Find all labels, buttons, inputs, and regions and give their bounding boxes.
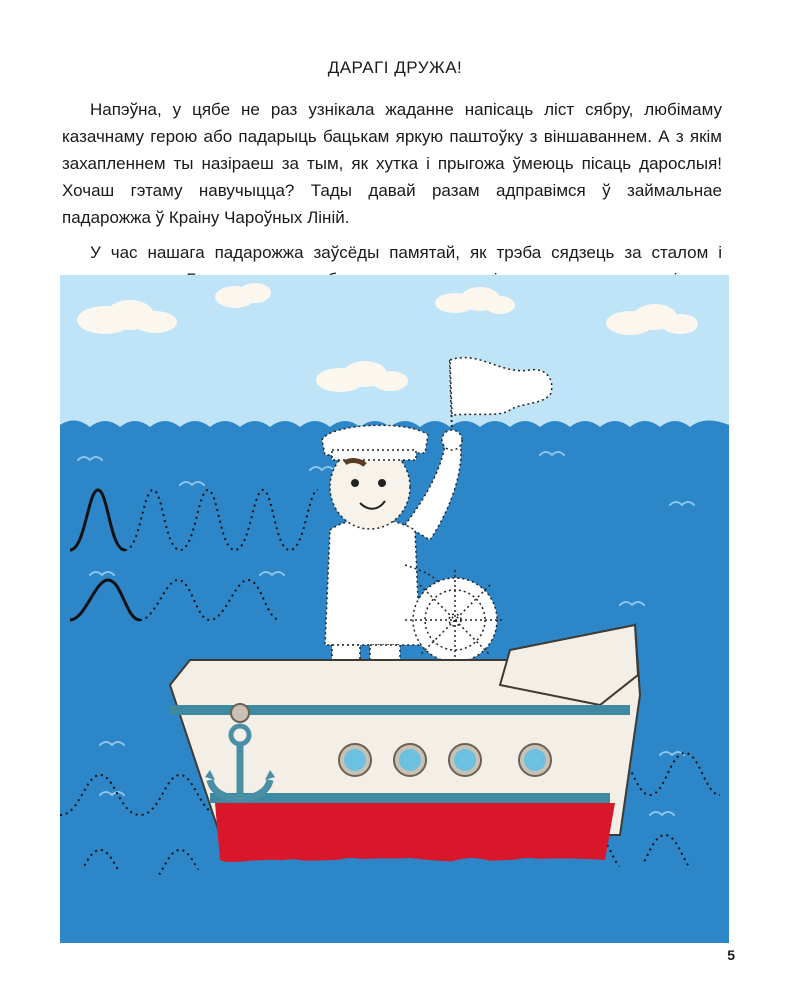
intro-paragraph-2: У час нашага падарожжа заўсёды памятай, як трэба сядзець за сталом і xyxy=(90,243,722,262)
porthole-icon xyxy=(339,744,371,776)
sky-background xyxy=(60,275,729,435)
porthole-icon xyxy=(449,744,481,776)
page-title: ДАРАГІ ДРУЖА! xyxy=(327,58,463,77)
porthole-icon xyxy=(519,744,551,776)
porthole-icon xyxy=(394,744,426,776)
intro-paragraph-1: Напэўна, у цябе не раз узнікала жаданне напісаць ліст сябру, любімаму казачнаму герою або падарыць бацькам яркую паштоўку з віншаваннем. А з якім захапленнем ты назіраеш за тым, як хутка і прыгожа ўмеюць пісаць дарослыя! Хочаш гэтаму навучыцца? Тады давай разам адправімся ў займальнае падарожжа ў Краіну Чароўных Ліній. xyxy=(62,100,722,227)
page-number: 5 xyxy=(727,947,735,963)
intro-text xyxy=(62,96,722,301)
ship-illustration xyxy=(60,275,729,943)
